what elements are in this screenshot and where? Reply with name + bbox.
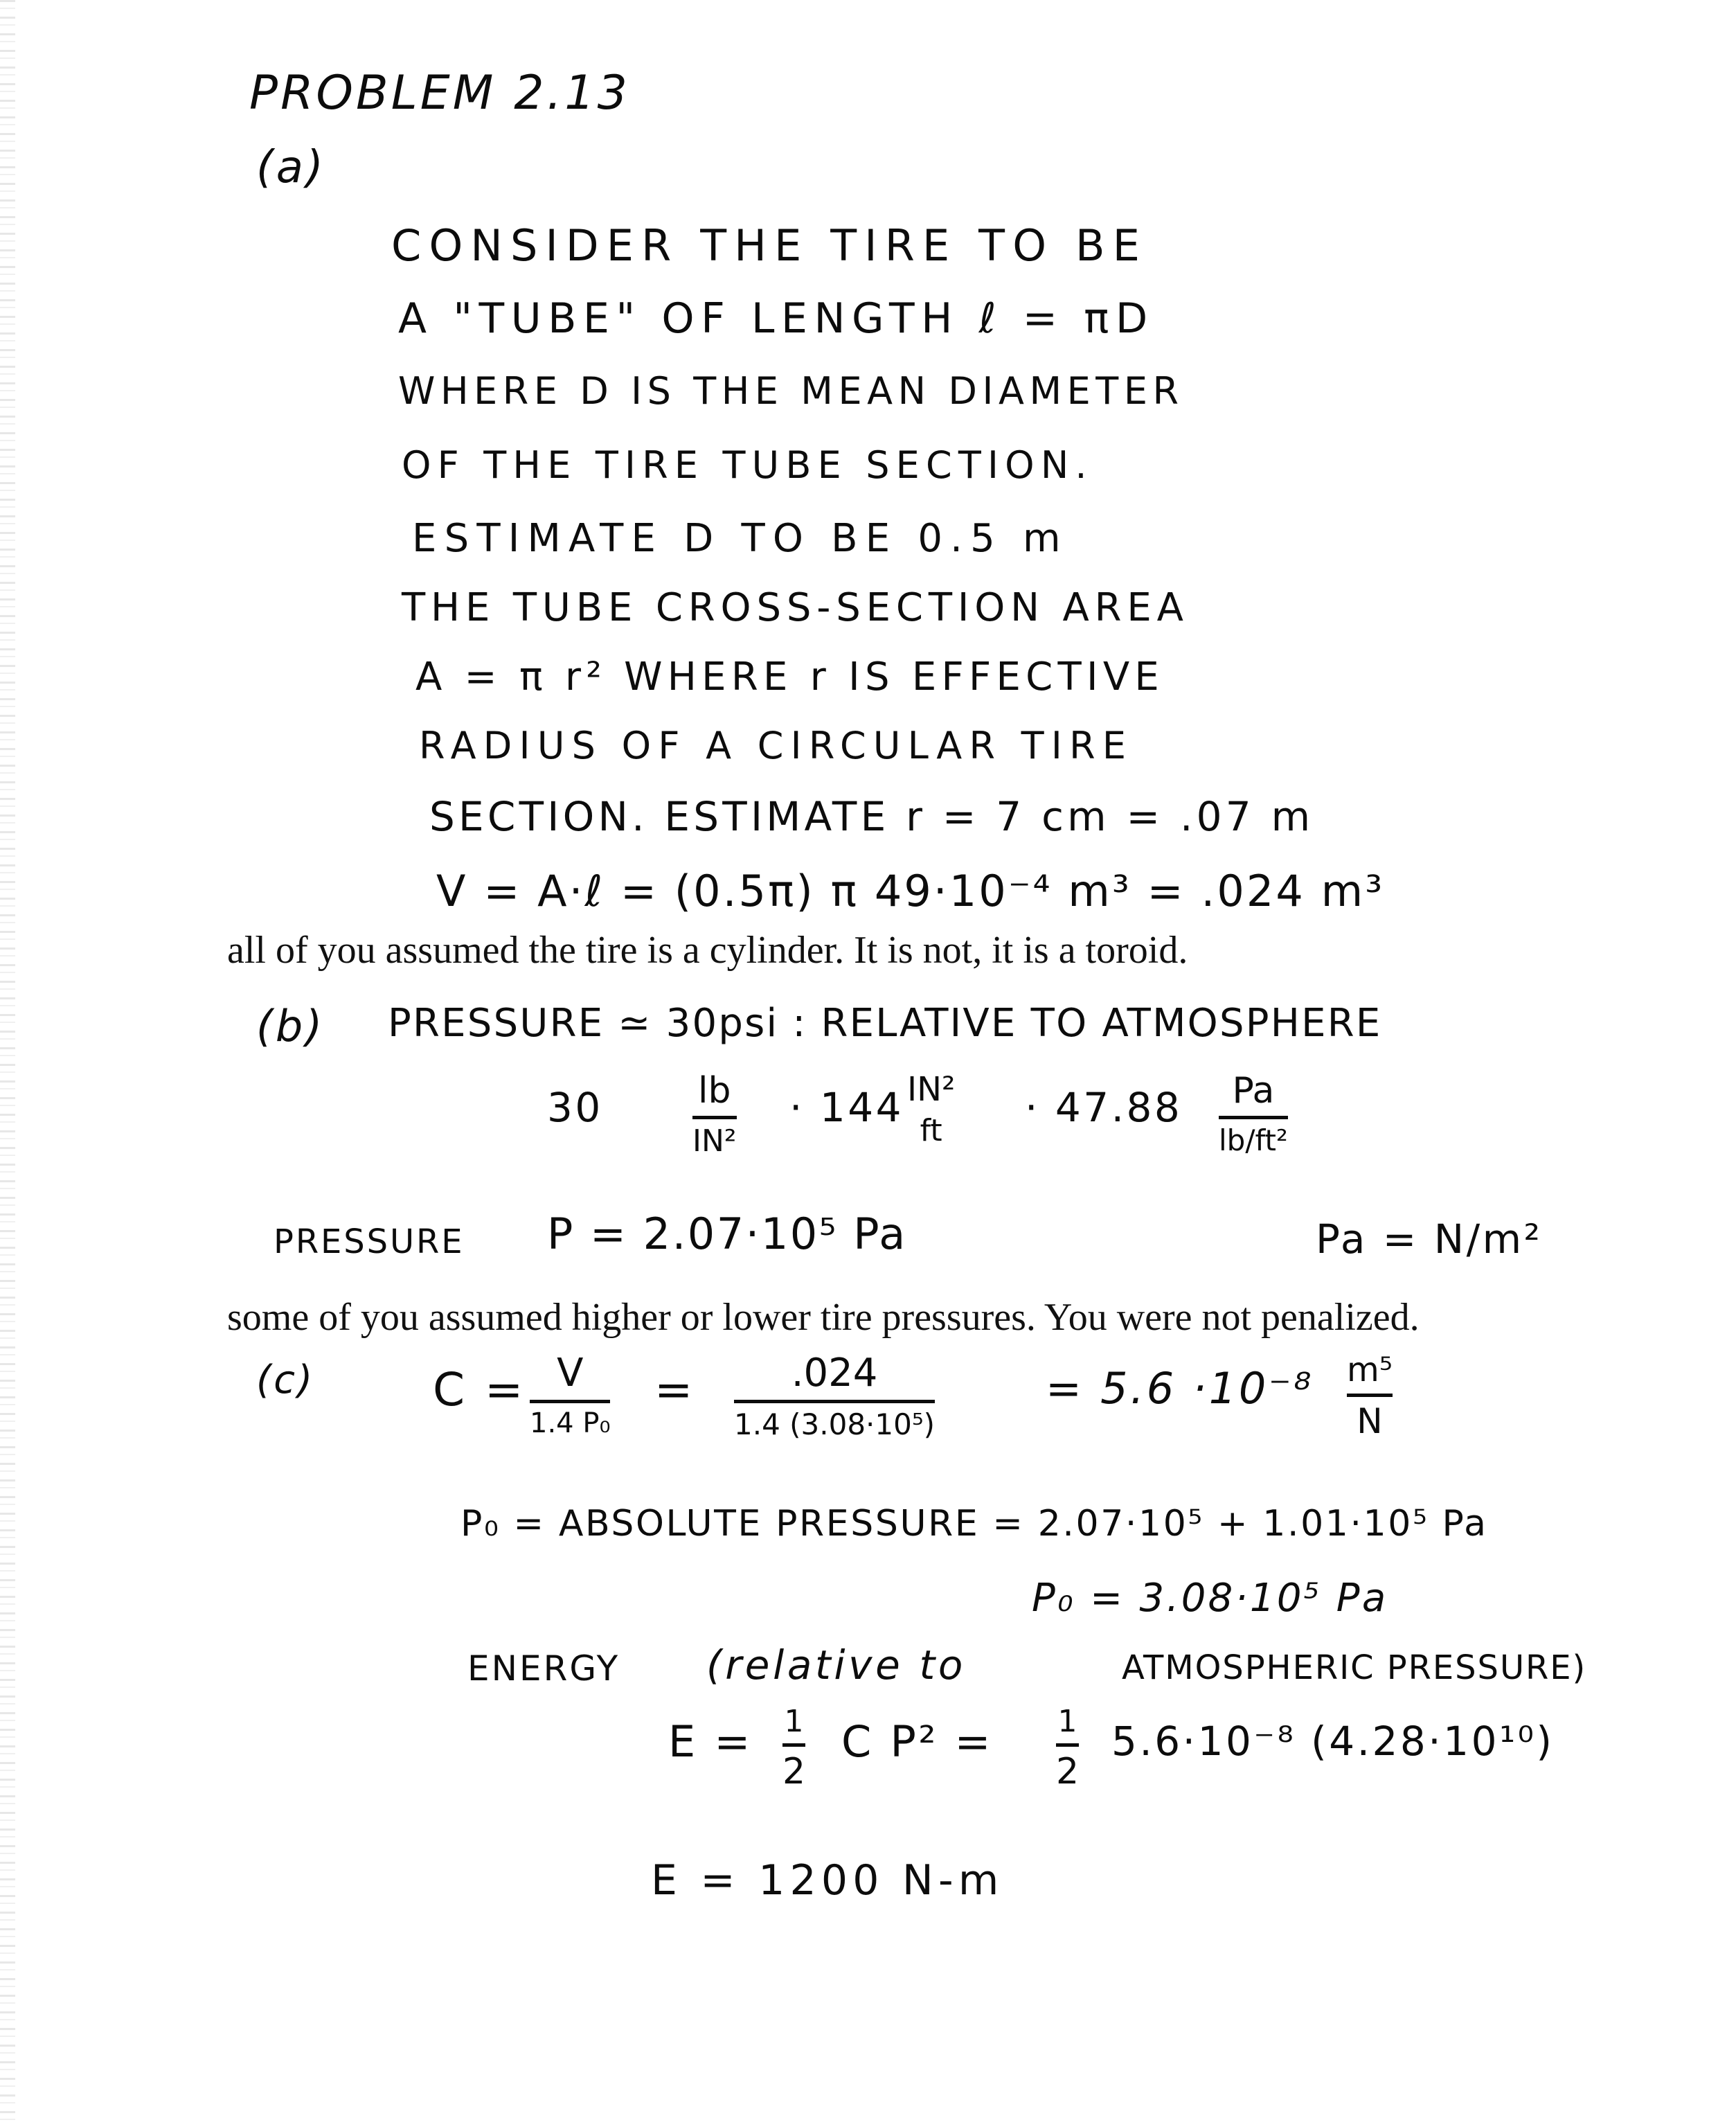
part-a-label: (a) xyxy=(256,142,326,193)
part-a-line-1: CONSIDER THE TIRE TO BE xyxy=(391,220,1148,271)
energy-result: E = 1200 N-m xyxy=(651,1856,1004,1905)
pressure-label: PRESSURE xyxy=(274,1222,465,1261)
capacitance-unit-num: m⁵ xyxy=(1347,1351,1393,1389)
capacitance-fraction-2-den: 1.4 (3.08·10⁵) xyxy=(734,1407,936,1441)
conversion-fraction-pa-per-lbft2 xyxy=(1219,1070,1288,1157)
energy-heading: ENERGY xyxy=(467,1648,620,1689)
energy-half-1-den: 2 xyxy=(782,1751,806,1792)
capacitance-fraction-numeric xyxy=(734,1351,935,1441)
energy-formula-lead: E = xyxy=(668,1716,753,1767)
fraction-bar xyxy=(530,1400,610,1403)
capacitance-equals-1: = xyxy=(654,1363,696,1416)
energy-half-fraction-1 xyxy=(782,1704,805,1792)
part-a-line-4: OF THE TIRE TUBE SECTION. xyxy=(402,443,1093,487)
part-a-line-5: ESTIMATE D TO BE 0.5 m xyxy=(412,516,1068,561)
part-a-line-3: WHERE D IS THE MEAN DIAMETER xyxy=(398,369,1184,413)
capacitance-lead: C = xyxy=(433,1363,526,1416)
capacitance-unit-fraction xyxy=(1347,1351,1393,1441)
absolute-pressure-line: P₀ = ABSOLUTE PRESSURE = 2.07·10⁵ + 1.01·10⁵ Pa xyxy=(460,1503,1488,1545)
absolute-pressure-value: P₀ = 3.08·10⁵ Pa xyxy=(1032,1576,1388,1621)
energy-half-1-num: 1 xyxy=(784,1704,804,1739)
capacitance-fraction-1-num: V xyxy=(557,1351,584,1396)
scan-edge-artifact xyxy=(0,0,15,2127)
capacitance-result: = 5.6 ·10⁻⁸ xyxy=(1046,1363,1314,1414)
part-a-line-9: SECTION. ESTIMATE r = 7 cm = .07 m xyxy=(429,793,1314,840)
part-a-line-8: RADIUS OF A CIRCULAR TIRE xyxy=(419,724,1134,767)
problem-title: PROBLEM 2.13 xyxy=(249,66,630,121)
grader-comment-2: some of you assumed higher or lower tire pressures. You were not penalized. xyxy=(227,1296,1420,1339)
conversion-fraction-3-num: Pa xyxy=(1232,1070,1275,1112)
conversion-fraction-2-den: ft xyxy=(920,1113,942,1148)
part-a-line-6: THE TUBE CROSS-SECTION AREA xyxy=(402,585,1189,630)
fraction-bar xyxy=(782,1743,805,1747)
fraction-bar xyxy=(734,1400,935,1403)
pascal-definition: Pa = N/m² xyxy=(1316,1216,1543,1263)
part-a-volume-line: V = A·ℓ = (0.5π) π 49·10⁻⁴ m³ = .024 m³ xyxy=(436,866,1385,916)
energy-half-fraction-2 xyxy=(1056,1704,1079,1792)
conversion-factor-47-88: · 47.88 xyxy=(1025,1084,1183,1131)
fraction-bar xyxy=(1056,1743,1079,1747)
capacitance-fraction-1-den: 1.4 P₀ xyxy=(530,1407,611,1439)
conversion-fraction-3-den: lb/ft² xyxy=(1219,1123,1288,1157)
grader-comment-1: all of you assumed the tire is a cylinder. It is not, it is a toroid. xyxy=(227,929,1188,972)
energy-atmospheric-pressure: ATMOSPHERIC PRESSURE) xyxy=(1122,1648,1587,1687)
conversion-fraction-2-num: IN² xyxy=(907,1070,956,1109)
fraction-bar xyxy=(692,1116,737,1119)
conversion-fraction-1-num: lb xyxy=(698,1070,731,1112)
energy-formula-tail: 5.6·10⁻⁸ (4.28·10¹⁰) xyxy=(1111,1718,1555,1765)
fraction-bar xyxy=(1219,1116,1288,1119)
fraction-bar xyxy=(1347,1394,1393,1397)
conversion-fraction-in2-per-ft xyxy=(907,1070,955,1148)
part-a-line-2: A "TUBE" OF LENGTH ℓ = πD xyxy=(398,294,1154,343)
capacitance-fraction-2-num: .024 xyxy=(791,1351,878,1396)
conversion-fraction-1-den: IN² xyxy=(692,1123,737,1159)
energy-half-2-den: 2 xyxy=(1056,1751,1080,1792)
part-b-pressure-line: PRESSURE ≃ 30psi : RELATIVE TO ATMOSPHERE xyxy=(388,1001,1382,1046)
capacitance-fraction-v-over-p0 xyxy=(530,1351,610,1439)
capacitance-unit-den: N xyxy=(1357,1401,1383,1441)
part-b-label: (b) xyxy=(256,1001,325,1051)
pressure-value: P = 2.07·10⁵ Pa xyxy=(547,1209,907,1259)
energy-relative-to: (relative to xyxy=(706,1641,967,1689)
part-c-label: (c) xyxy=(256,1358,315,1403)
conversion-fraction-lb-per-in2 xyxy=(692,1070,737,1159)
energy-formula-mid: C P² = xyxy=(841,1716,994,1767)
part-a-line-7: A = π r² WHERE r IS EFFECTIVE xyxy=(415,655,1165,700)
conversion-factor-144: · 144 xyxy=(789,1084,904,1131)
energy-half-2-num: 1 xyxy=(1057,1704,1077,1739)
conversion-lead: 30 xyxy=(547,1084,603,1131)
